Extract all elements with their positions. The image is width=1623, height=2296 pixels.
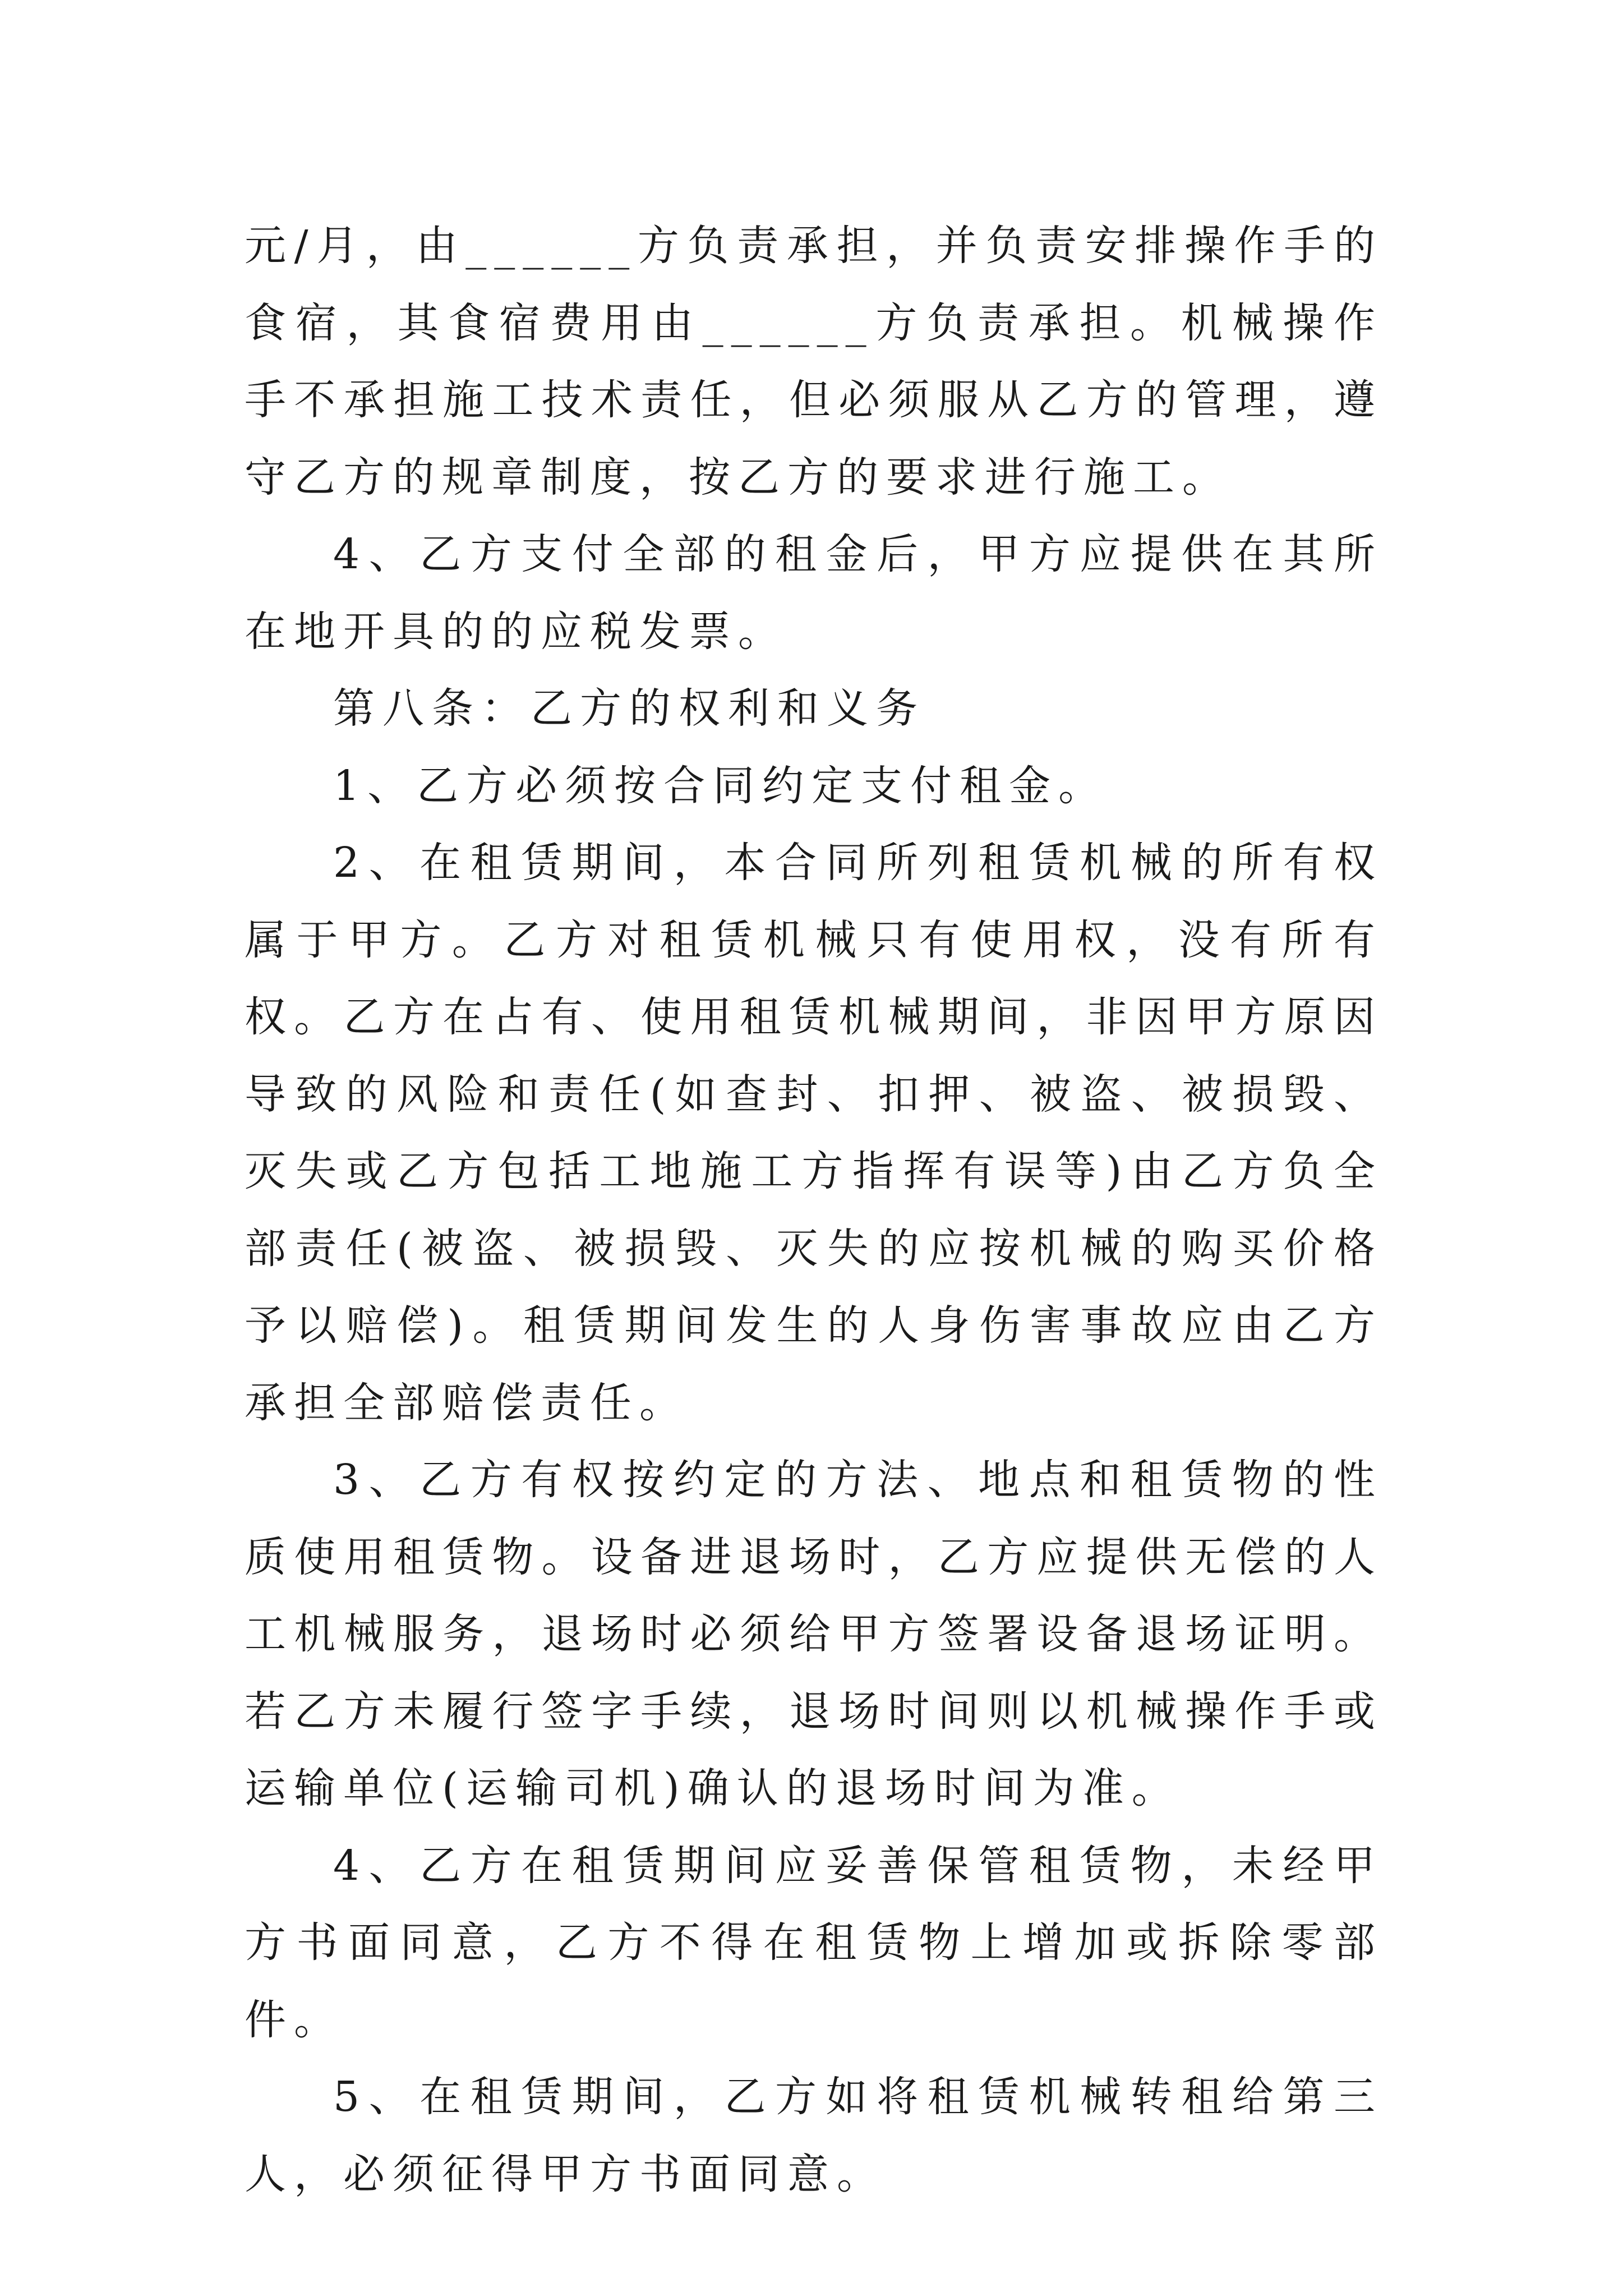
article-8-heading: 第八条：乙方的权利和义务 [333, 684, 925, 733]
paragraph-rental-fee-operator: 元/月，由______方负责承担，并负责安排操作手的食宿，其食宿费用由______方负责承担。机械操作手不承担施工技术责任，但必须服从乙方的管理，遵守乙方的规章制度，按乙方的要求进行施工。 [245, 222, 1383, 501]
paragraph-clause-1-pay-rent: 1、乙方必须按合同约定支付租金。 [333, 761, 1108, 810]
paragraph-clause-2-ownership: 2、在租赁期间，本合同所列租赁机械的所有权属于甲方。乙方对租赁机械只有使用权，没有所有权。乙方在占有、使用租赁机械期间，非因甲方原因导致的风险和责任(如查封、扣押、被盗、被损毁、灭失或乙方包括工地施工方指挥有误等)由乙方负全部责任(被盗、被损毁、灭失的应按机械的购买价格予以赔偿)。租赁期间发生的人身伤害事故应由乙方承担全部赔偿责任。 [245, 839, 1383, 1427]
paragraph-clause-4-invoice: 4、乙方支付全部的租金后，甲方应提供在其所在地开具的的应税发票。 [245, 530, 1383, 656]
document-body [245, 208, 1383, 2213]
paragraph-clause-5-sublease: 5、在租赁期间，乙方如将租赁机械转租给第三人，必须征得甲方书面同意。 [245, 2073, 1383, 2198]
paragraph-clause-4-custody: 4、乙方在租赁期间应妥善保管租赁物，未经甲方书面同意，乙方不得在租赁物上增加或拆除零部件。 [245, 1841, 1383, 2044]
paragraph-clause-3-usage: 3、乙方有权按约定的方法、地点和租赁物的性质使用租赁物。设备进退场时，乙方应提供无偿的人工机械服务，退场时必须给甲方签署设备退场证明。若乙方未履行签字手续，退场时间则以机械操作手或运输单位(运输司机)确认的退场时间为准。 [245, 1456, 1383, 1812]
